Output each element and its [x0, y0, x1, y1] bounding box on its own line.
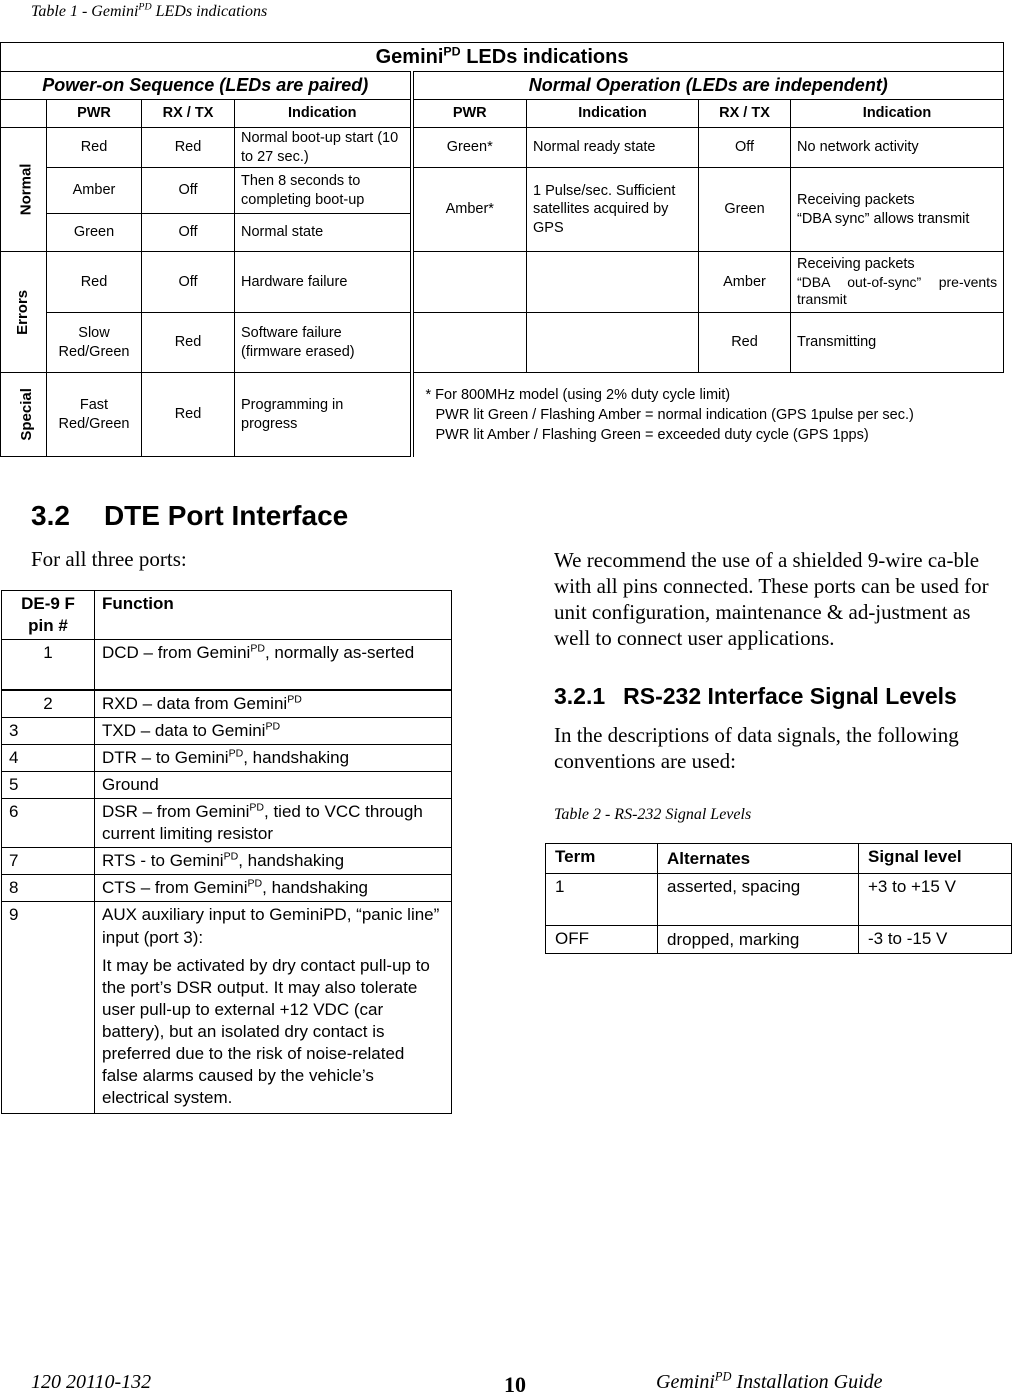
table-row: 9 AUX auxiliary input to GeminiPD, “panic line” input (port 3): It may be activated by dry contact pull-up to the port’s DSR output. It may also tolerate user pull-up to external +12 VDC (car battery), but an isolated dry contact is preferred due to the risk of noise-related false alarms caused by the vehicle’s electrical system. [2, 902, 452, 1114]
cell: Fast Red/Green [47, 373, 142, 457]
group-special: Special [1, 373, 47, 457]
cell: Programming in progress [235, 373, 412, 457]
cell: Receiving packets “DBA out-of-sync” pre-vents transmit [791, 252, 1004, 313]
table-row: 2 RXD – data from Gemini$^{PD}$ [2, 690, 452, 718]
cell: Red [699, 313, 791, 373]
cell: Red [47, 128, 142, 168]
cell: Transmitting [791, 313, 1004, 373]
table-row: OFF dropped, marking -3 to -15 V [546, 926, 1012, 954]
cell: Green [699, 168, 791, 252]
cell: Normal state [235, 214, 412, 252]
footer-doc-number: 120 20110-132 [31, 1371, 152, 1393]
cell: Red [142, 373, 235, 457]
col-normal-rxtx: RX / TX [699, 100, 791, 128]
cell: Red [142, 313, 235, 373]
table2-caption: Table 2 - RS-232 Signal Levels [554, 806, 752, 823]
table-row [1, 168, 1004, 214]
rs232-levels-table [545, 843, 1012, 954]
cell: Red [47, 252, 142, 313]
cell: Receiving packets “DBA sync” allows transmit [791, 168, 1004, 252]
col-normal-pwr: PWR [412, 100, 527, 128]
table1-caption: Table 1 - Gemini$^{PD}$ LEDs indications [31, 1, 268, 20]
de9-function-header: Function [95, 591, 452, 640]
col-indication: Indication [235, 100, 412, 128]
group-normal: Normal [1, 128, 47, 252]
cell: Amber [699, 252, 791, 313]
table-row: 7 RTS - to Gemini$^{PD}$, handshaking [2, 848, 452, 875]
alternates-header: Alternates [658, 844, 859, 874]
footer-guide-title: Gemini$^{PD}$ Installation Guide [656, 1369, 883, 1393]
table-row: 4 DTR – to Gemini$^{PD}$, handshaking [2, 744, 452, 771]
table-row: 1 DCD – from Gemini$^{PD}$, normally as-serted [2, 640, 452, 690]
table-row: 5 Ground [2, 771, 452, 798]
cell: Amber [47, 168, 142, 214]
led-indications-table [0, 42, 1004, 457]
table-row [1, 313, 1004, 373]
term-header: Term [546, 844, 658, 874]
cell: Slow Red/Green [47, 313, 142, 373]
led-table-title: Gemini$^{PD}$ LEDs indications [1, 43, 1004, 72]
cell: Red [142, 128, 235, 168]
cell: Green* [412, 128, 527, 168]
col-normal-indication: Indication [527, 100, 699, 128]
cell: Off [699, 128, 791, 168]
cell: Normal ready state [527, 128, 699, 168]
cell: Off [142, 214, 235, 252]
cell: No network activity [791, 128, 1004, 168]
led-footnote: * For 800MHz model (using 2% duty cycle limit) PWR lit Green / Flashing Amber = normal indication (GPS 1pulse per sec.) PWR lit Amber / Flashing Green = exceeded duty cycle (GPS 1pps) [425, 387, 914, 443]
subsection-heading: 3.2.1 RS-232 Interface Signal Levels [554, 683, 957, 709]
cell: Software failure (firmware erased) [235, 313, 412, 373]
cell: Green [47, 214, 142, 252]
conventions-paragraph: In the descriptions of data signals, the following conventions are used: [554, 723, 959, 773]
table-row: 1 asserted, spacing +3 to +15 V [546, 874, 1012, 926]
col-pwr: PWR [47, 100, 142, 128]
cell: 1 Pulse/sec. Sufficient satellites acquired by GPS [527, 168, 699, 252]
power-on-sequence-header: Power-on Sequence (LEDs are paired) [1, 72, 412, 100]
cell: Off [142, 252, 235, 313]
table-row: 8 CTS – from Gemini$^{PD}$, handshaking [2, 875, 452, 902]
signal-level-header: Signal level [859, 844, 1012, 874]
table-row: 3 TXD – data to Gemini$^{PD}$ [2, 717, 452, 744]
table-row [1, 128, 1004, 168]
cell: Then 8 seconds to completing boot-up [235, 168, 412, 214]
cell: Amber* [412, 168, 527, 252]
footer-page-number: 10 [504, 1372, 526, 1397]
cell: Hardware failure [235, 252, 412, 313]
col-normal-indication-2: Indication [791, 100, 1004, 128]
cell: Off [142, 168, 235, 214]
table-row [1, 373, 1004, 457]
col-rxtx: RX / TX [142, 100, 235, 128]
group-errors: Errors [1, 252, 47, 373]
section-heading: 3.2 DTE Port Interface [31, 500, 349, 531]
recommend-paragraph: We recommend the use of a shielded 9-wire ca-ble with all pins connected. These ports can be used for unit configuration, maintenance & ad-justment as well to connect user applications. [554, 548, 989, 650]
normal-operation-header: Normal Operation (LEDs are independent) [412, 72, 1004, 100]
table-row: 6 DSR – from Gemini$^{PD}$, tied to VCC through current limiting resistor [2, 799, 452, 848]
table-row [1, 252, 1004, 313]
ports-intro: For all three ports: [31, 547, 187, 571]
cell: Normal boot-up start (10 to 27 sec.) [235, 128, 412, 168]
de9-pin-header: DE-9 F pin # [2, 591, 95, 640]
de9-pin-table [1, 590, 452, 1114]
